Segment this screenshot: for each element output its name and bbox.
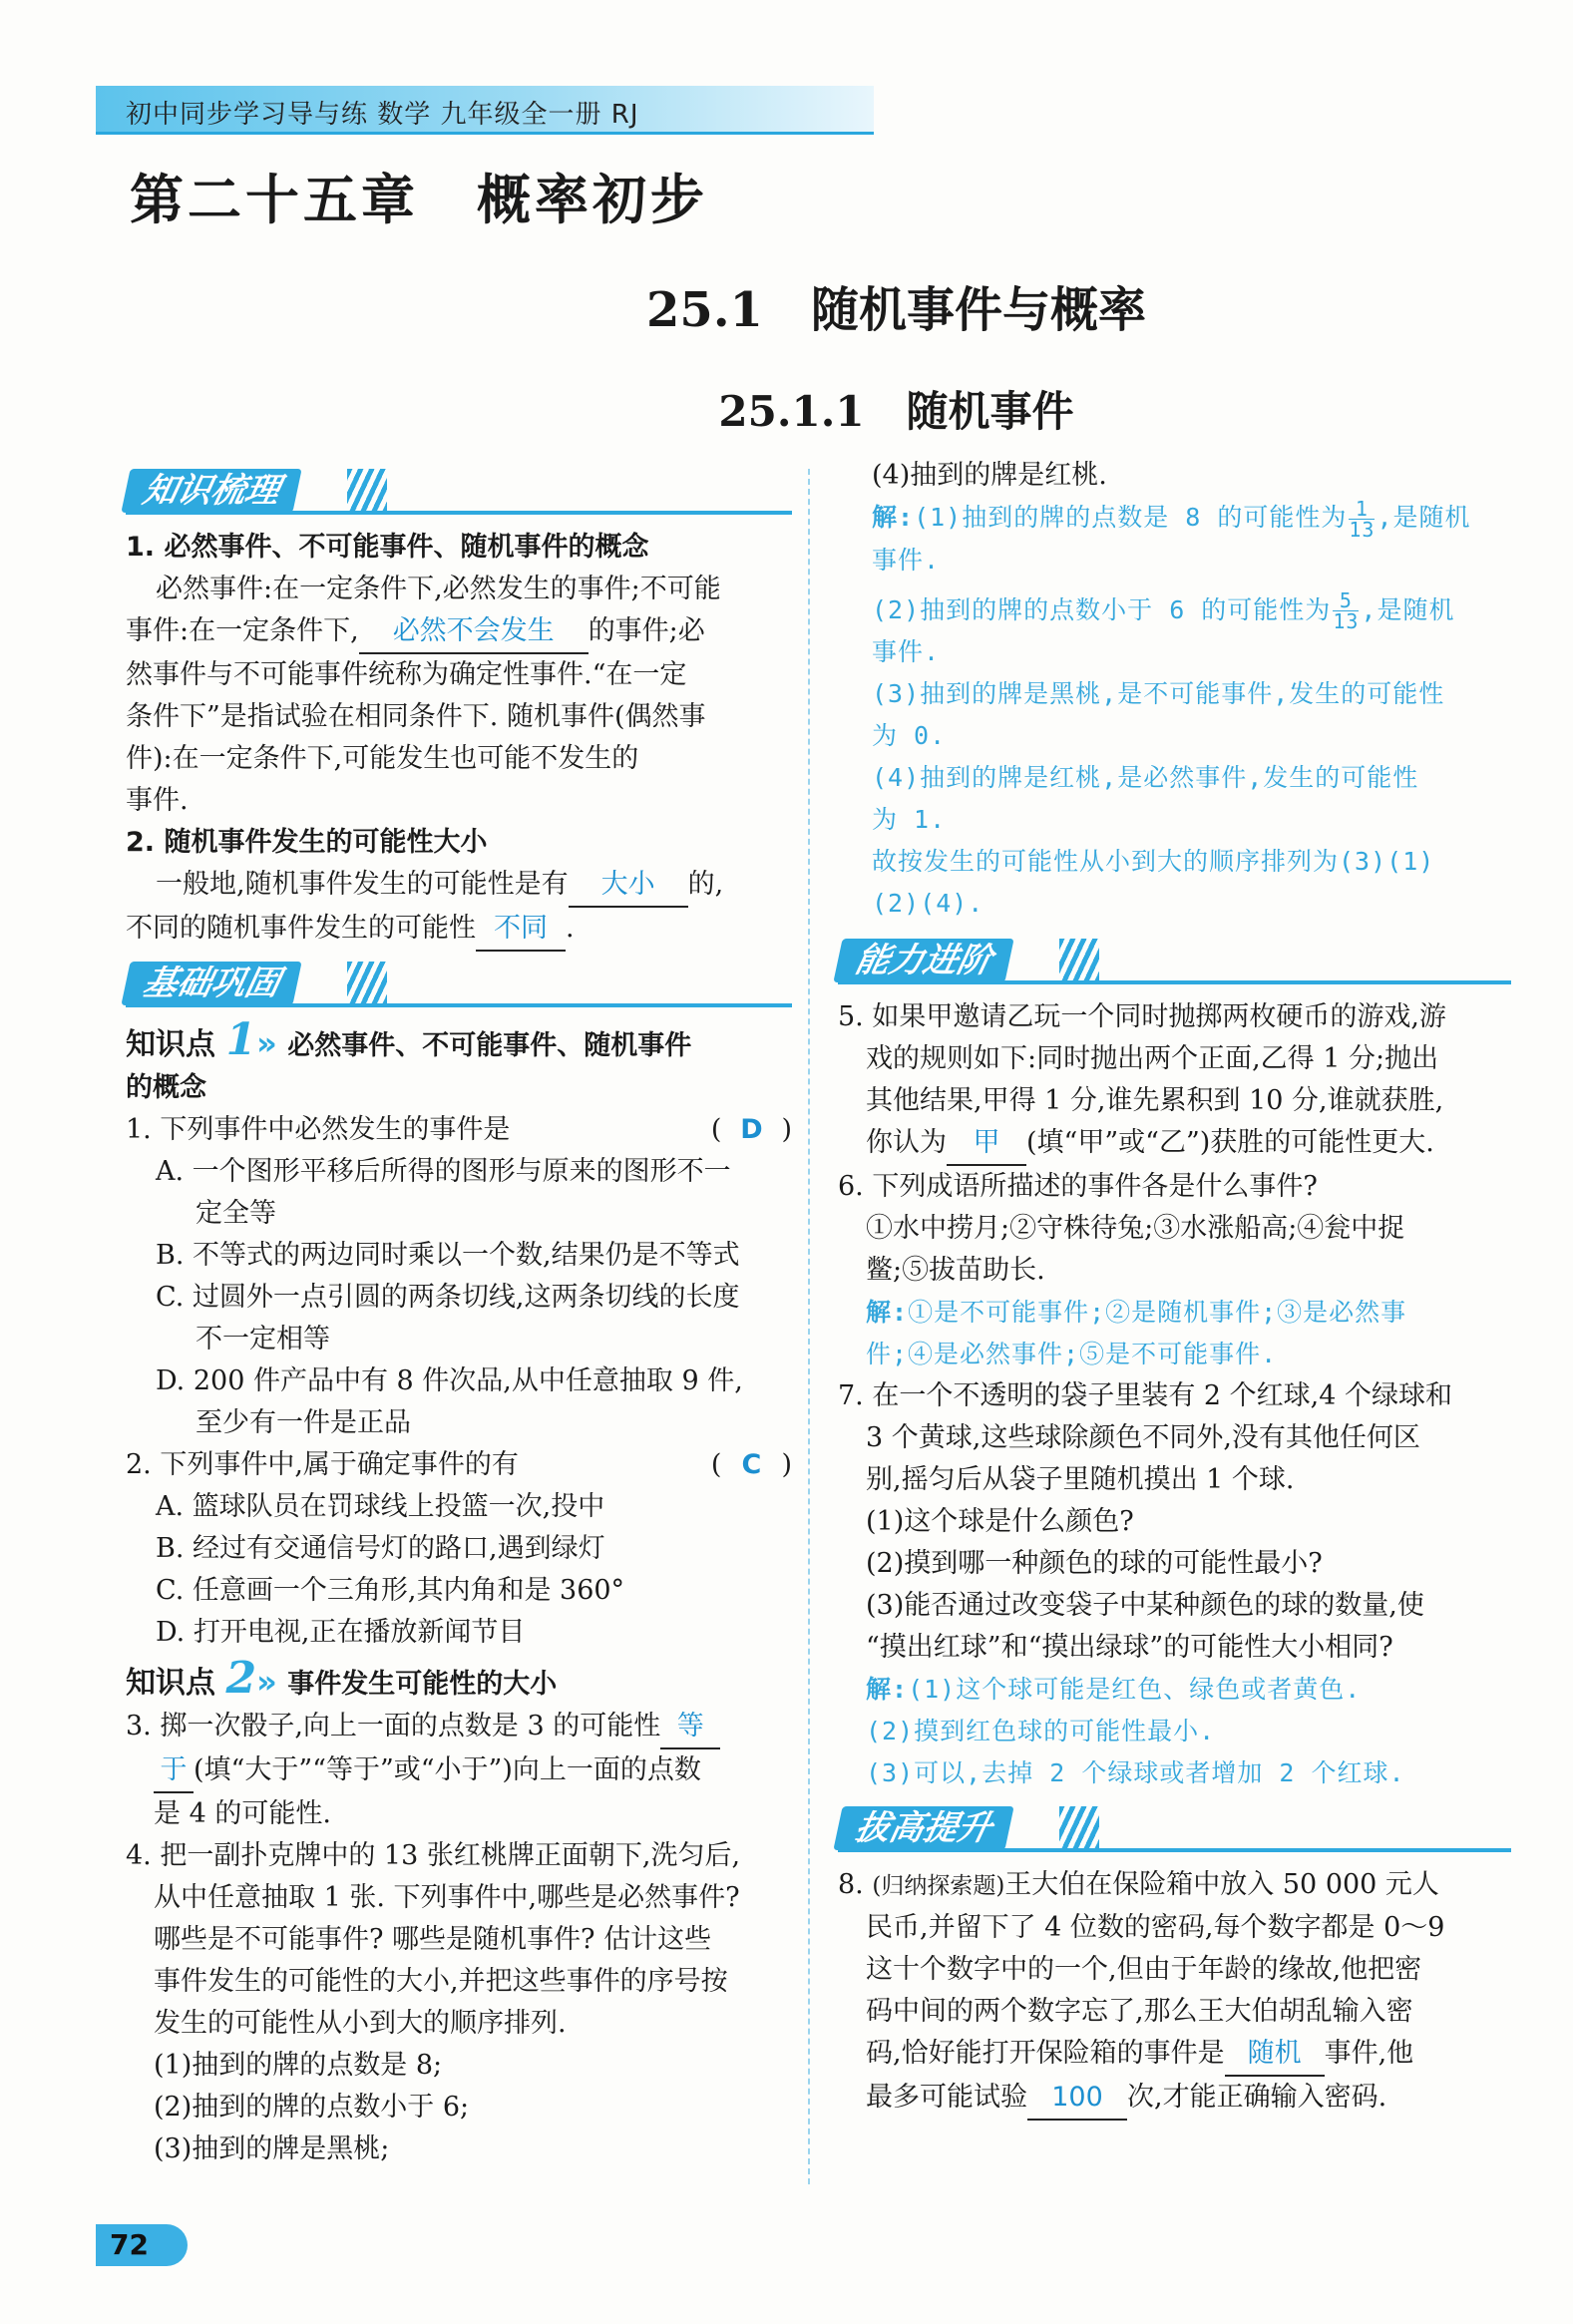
header-title: 初中同步学习导与练 数学 九年级全一册 RJ (126, 100, 639, 130)
q7-text: 别,摇匀后从袋子里随机摸出 1 个球. (866, 1464, 1295, 1495)
q2-stem: 2. 下列事件中,属于确定事件的有 ( C ) (126, 1444, 792, 1486)
banner-line (126, 511, 792, 515)
banner-stripes (1059, 939, 1099, 982)
q5-text: 其他结果,甲得 1 分,谁先累积到 10 分,谁就获胜, (866, 1085, 1444, 1116)
column-divider (808, 469, 810, 2184)
q5-text: 你认为 (866, 1127, 947, 1158)
fraction (1333, 590, 1359, 631)
subsection-title: 25.1.1 随机事件 (718, 387, 1074, 436)
fill-blank: 不同 (476, 908, 566, 952)
fill-blank: 等 (660, 1706, 720, 1749)
solution-text: 为 1. (872, 805, 947, 834)
q8-text: 事件,他 (1324, 2038, 1414, 2069)
q8-text: 最多可能试验 (866, 2082, 1027, 2113)
knowledge-text: 件):在一定条件下,可能发生也可能不发生的 (126, 743, 639, 774)
chapter-title: 第二十五章 概率初步 (130, 168, 708, 231)
banner-label: 拔高提升 (833, 1806, 1013, 1850)
solution-text: (3)抽到的牌是黑桃,是不可能事件,发生的可能性 (872, 679, 1445, 708)
answer-choice: C (741, 1449, 762, 1480)
knowledge-text: 然事件与不可能事件统称为确定性事件.“在一定 (126, 659, 687, 690)
right-column (838, 455, 1511, 2121)
q4-text: 哪些是不可能事件? 哪些是随机事件? 估计这些 (154, 1924, 712, 1955)
banner-label: 知识梳理 (121, 469, 301, 513)
banner-line (838, 1848, 1511, 1852)
q2-option-c: C. 任意画一个三角形,其内角和是 360° (156, 1575, 625, 1606)
solution-text: 件;④是必然事件;⑤是不可能事件. (866, 1340, 1278, 1368)
q6-text: 鳖;⑤拔苗助长. (866, 1255, 1045, 1286)
text: 的, (687, 869, 724, 900)
q8-text: 这十个数字中的一个,但由于年龄的缘故,他把密 (866, 1954, 1422, 1985)
fill-blank: 必然不会发生 (359, 610, 589, 654)
q3-text: (填“大于”“等于”或“小于”)向上一面的点数 (194, 1754, 701, 1785)
fill-blank: 大小 (569, 864, 688, 908)
solution-text: (2)摸到红色球的可能性最小. (866, 1717, 1216, 1745)
text: . (566, 913, 575, 944)
page-number: 72 (110, 2228, 149, 2261)
text: 一般地,随机事件发生的可能性是有 (156, 869, 569, 900)
solution-text: ,是随机 (1376, 503, 1471, 532)
q7-option-3-cont: “摸出红球”和“摸出绿球”的可能性大小相同? (866, 1632, 1393, 1663)
q4-option-2: (2)抽到的牌的点数小于 6; (154, 2092, 470, 2123)
q1-option-b: B. 不等式的两边同时乘以一个数,结果仍是不等式 (156, 1240, 740, 1271)
q8-text: 码,恰好能打开保险箱的事件是 (866, 2038, 1225, 2069)
solution-text: ,是随机 (1361, 594, 1455, 624)
solution-text: 事件. (872, 637, 941, 666)
left-column (126, 469, 792, 2170)
answer-choice: D (740, 1114, 763, 1145)
solution-label: 解: (866, 1298, 909, 1327)
kp-label: 知识点 (126, 1666, 215, 1701)
kp-number: 1 (225, 1014, 257, 1065)
q4-text: 事件发生的可能性的大小,并把这些事件的序号按 (154, 1966, 728, 1997)
solution-text: 为 0. (872, 721, 947, 750)
chevron-right-icon: » (256, 1024, 277, 1062)
q7-text: 7. 在一个不透明的袋子里装有 2 个红球,4 个绿球和 (838, 1380, 1453, 1411)
q1-option-c: C. 过圆外一点引圆的两条切线,这两条切线的长度 (156, 1282, 740, 1313)
solution-text: 事件. (872, 545, 941, 575)
kp-title-cont: 的概念 (126, 1072, 206, 1103)
q5-text: (填“甲”或“乙”)获胜的可能性更大. (1026, 1127, 1434, 1158)
fill-blank: 甲 (947, 1122, 1026, 1166)
knowledge-text: 事件. (126, 785, 189, 816)
numerator: 5 (1333, 590, 1359, 611)
q6-text: 6. 下列成语所描述的事件各是什么事件? (838, 1171, 1318, 1202)
q4-text: 从中任意抽取 1 张. 下列事件中,哪些是必然事件? (154, 1882, 740, 1913)
q1-option-d: D. 200 件产品中有 8 件次品,从中任意抽取 9 件, (156, 1365, 743, 1396)
text: 事件:在一定条件下, (126, 615, 359, 646)
solution-text: (1)抽到的牌的点数是 8 的可能性为 (914, 503, 1348, 532)
q3-text: 是 4 的可能性. (154, 1798, 331, 1829)
q1-option-d-cont: 至少有一件是正品 (196, 1407, 411, 1438)
q6-text: ①水中捞月;②守株待兔;③水涨船高;④瓮中捉 (866, 1213, 1405, 1244)
banner-tigao (838, 1806, 1511, 1850)
banner-stripes (347, 962, 387, 1005)
solution-text: (4)抽到的牌是红桃,是必然事件,发生的可能性 (872, 763, 1419, 792)
q8-tag: (归纳探索题) (872, 1873, 1005, 1899)
solution-label: 解: (872, 503, 915, 532)
q6-solution (838, 1292, 1511, 1375)
text: 的事件;必 (588, 615, 705, 646)
solution-text: (2)抽到的牌的点数小于 6 的可能性为 (872, 594, 1332, 624)
q2-option-a: A. 篮球队员在罚球线上投篮一次,投中 (156, 1491, 605, 1522)
q5-text: 戏的规则如下:同时抛出两个正面,乙得 1 分;抛出 (866, 1043, 1439, 1074)
banner-nengli (838, 939, 1511, 982)
solution-label: 解: (866, 1675, 909, 1704)
kp-number: 2 (225, 1653, 257, 1704)
q8-text: 8. (838, 1869, 873, 1900)
banner-line (126, 1003, 792, 1007)
banner-zhishi (126, 469, 792, 513)
q3-text: 3. 掷一次骰子,向上一面的点数是 3 的可能性 (126, 1711, 661, 1742)
fill-blank: 随机 (1225, 2033, 1325, 2077)
knowledge-point-1 (126, 1014, 792, 1067)
knowledge-text (126, 610, 792, 654)
banner-stripes (1059, 1806, 1099, 1850)
q8-text: 民币,并留下了 4 位数的密码,每个数字都是 0～9 (866, 1912, 1445, 1943)
q4-option-4: (4)抽到的牌是红桃. (872, 460, 1107, 491)
q1-option-a-cont: 定全等 (196, 1198, 276, 1229)
text: 不同的随机事件发生的可能性 (126, 913, 476, 944)
q4-option-1: (1)抽到的牌的点数是 8; (154, 2050, 443, 2081)
solution-text: (2)(4). (872, 889, 984, 918)
chevron-right-icon: » (256, 1663, 277, 1701)
knowledge-text: 条件下”是指试验在相同条件下. 随机事件(偶然事 (126, 701, 706, 732)
q7-text: 3 个黄球,这些球除颜色不同外,没有其他任何区 (866, 1422, 1420, 1453)
q4-text: 4. 把一副扑克牌中的 13 张红桃牌正面朝下,洗匀后, (126, 1840, 741, 1871)
kp-title: 必然事件、不可能事件、随机事件 (287, 1030, 692, 1061)
banner-jichu (126, 962, 792, 1005)
q7-option-3: (3)能否通过改变袋子中某种颜色的球的数量,使 (866, 1590, 1424, 1621)
q2-option-b: B. 经过有交通信号灯的路口,遇到绿灯 (156, 1533, 605, 1564)
q4-solution (838, 497, 1511, 925)
q4-text: 发生的可能性从小到大的顺序排列. (154, 2008, 567, 2039)
q5-text: 5. 如果甲邀请乙玩一个同时抛掷两枚硬币的游戏,游 (838, 1001, 1446, 1032)
kp-title: 事件发生可能性的大小 (287, 1669, 558, 1700)
q7-option-2: (2)摸到哪一种颜色的球的可能性最小? (866, 1548, 1323, 1579)
q1-option-c-cont: 不一定相等 (196, 1324, 330, 1355)
solution-text: (3)可以,去掉 2 个绿球或者增加 2 个红球. (866, 1758, 1405, 1787)
kp-label: 知识点 (126, 1027, 215, 1062)
numerator: 1 (1349, 499, 1375, 520)
q1-option-a: A. 一个图形平移后所得的图形与原来的图形不一 (156, 1156, 731, 1187)
solution-text: 故按发生的可能性从小到大的顺序排列为(3)(1) (872, 847, 1435, 876)
banner-label: 基础巩固 (121, 962, 301, 1005)
fill-blank: 100 (1027, 2077, 1127, 2121)
fraction (1349, 496, 1376, 542)
knowledge-text: 必然事件:在一定条件下,必然发生的事件;不可能 (156, 574, 721, 604)
denominator: 13 (1333, 609, 1360, 633)
knowledge-heading-1: 1. 必然事件、不可能事件、随机事件的概念 (126, 532, 649, 563)
q7-solution (838, 1669, 1511, 1794)
text: 2. 下列事件中,属于确定事件的有 (126, 1449, 519, 1480)
banner-label: 能力进阶 (833, 939, 1013, 982)
q8-text: 次,才能正确输入密码. (1127, 2082, 1387, 2113)
knowledge-point-2 (126, 1653, 792, 1706)
section-title: 25.1 随机事件与概率 (646, 282, 1146, 338)
denominator: 13 (1349, 517, 1376, 542)
banner-stripes (347, 469, 387, 513)
solution-text: ①是不可能事件;②是随机事件;③是必然事 (908, 1298, 1407, 1327)
banner-line (838, 980, 1511, 984)
q4-option-3: (3)抽到的牌是黑桃; (154, 2133, 390, 2164)
q8-text: 王大伯在保险箱中放入 50 000 元人 (1004, 1869, 1439, 1900)
q8-text: 码中间的两个数字忘了,那么王大伯胡乱输入密 (866, 1996, 1413, 2027)
q2-option-d: D. 打开电视,正在播放新闻节目 (156, 1617, 526, 1648)
text: 1. 下列事件中必然发生的事件是 (126, 1114, 511, 1145)
q1-stem: 1. 下列事件中必然发生的事件是 ( D ) (126, 1109, 792, 1151)
q7-option-1: (1)这个球是什么颜色? (866, 1506, 1134, 1537)
knowledge-heading-2: 2. 随机事件发生的可能性大小 (126, 827, 488, 858)
solution-text: (1)这个球可能是红色、绿色或者黄色. (908, 1675, 1362, 1704)
fill-blank: 于 (154, 1749, 194, 1793)
